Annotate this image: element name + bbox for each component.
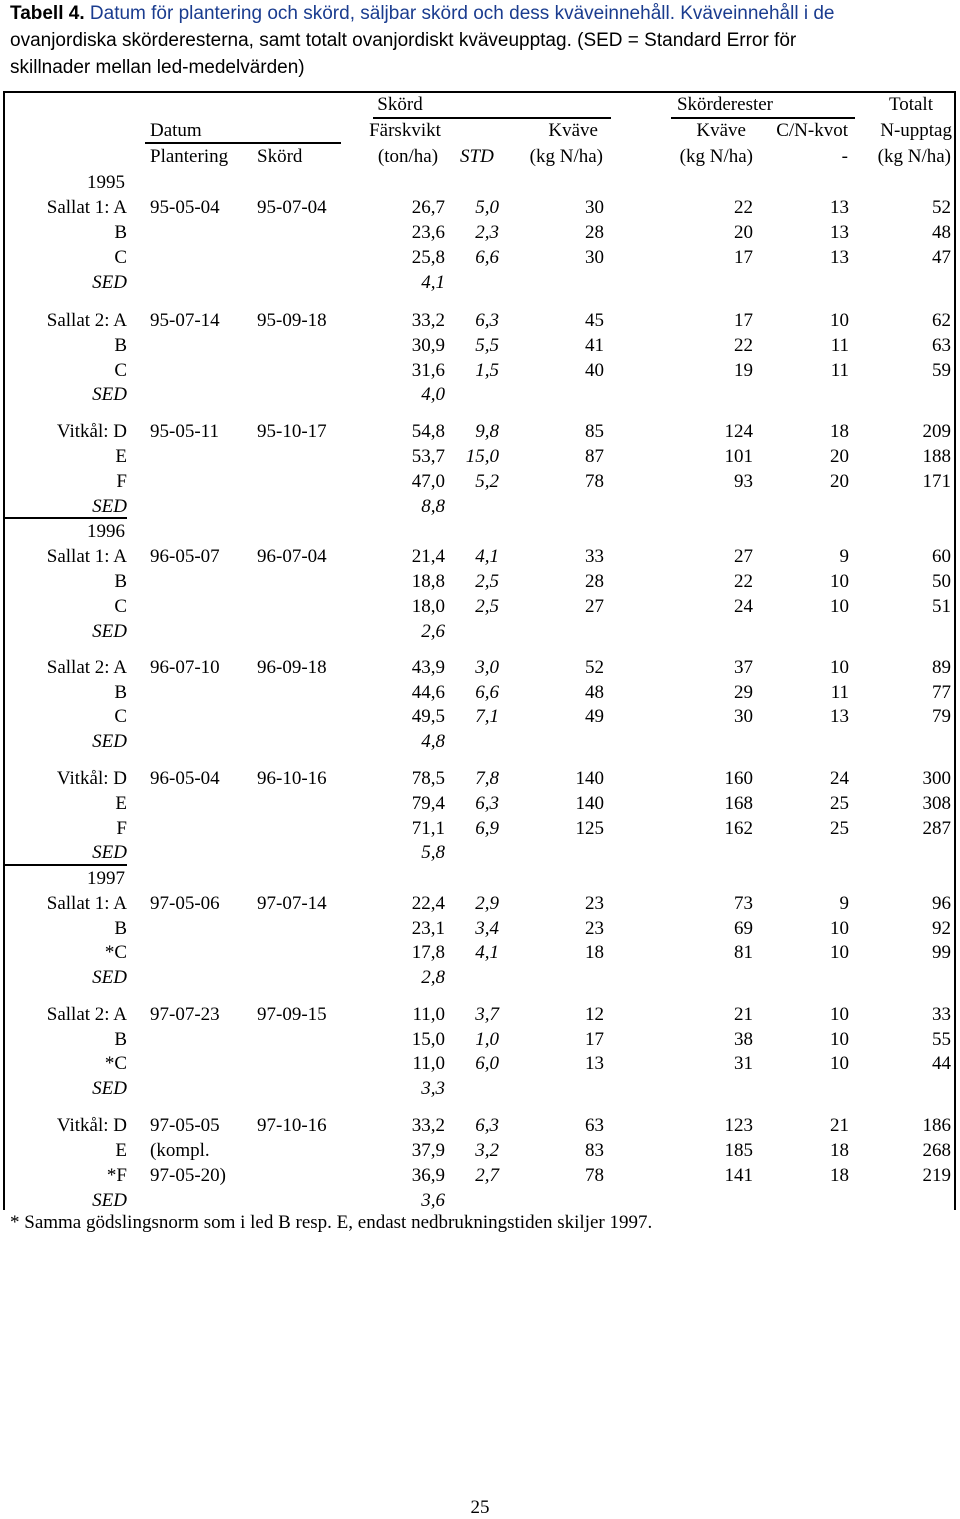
cell-cn: 24 [830, 768, 849, 789]
caption-line-1-text: Datum för plantering och skörd, säljbar skörd och dess kväveinnehåll. Kväveinnehåll i de [84, 3, 835, 24]
header-farskvikt: Färskvikt [369, 120, 441, 141]
cell-tot: 79 [932, 706, 951, 727]
cell-resn: 30 [734, 706, 753, 727]
cell-std: 6,6 [475, 682, 499, 703]
header-dash: - [841, 146, 848, 167]
cell-resn: 22 [734, 335, 753, 356]
row-label: *C [104, 942, 127, 963]
cell-resn: 69 [734, 918, 753, 939]
cell-std: 3,0 [475, 657, 499, 678]
cell-fresh: 33,2 [411, 1115, 445, 1136]
row-label: SED [92, 1078, 127, 1099]
cell-std: 2,9 [475, 893, 499, 914]
cell-resn: 101 [724, 446, 753, 467]
cell-n: 63 [585, 1115, 604, 1136]
cell-resn: 160 [724, 768, 753, 789]
cell-harv: 97-09-15 [257, 1004, 327, 1025]
cell-cn: 18 [830, 421, 849, 442]
table-footnote: * Samma gödslingsnorm som i led B resp. E, endast nedbrukningstiden skiljer 1997. [10, 1212, 653, 1233]
cell-std: 6,3 [475, 793, 499, 814]
header-plantering: Plantering [150, 146, 229, 167]
header-datum-rule [145, 142, 341, 144]
row-label: B [114, 571, 127, 592]
cell-tot: 186 [922, 1115, 951, 1136]
cell-resn: 38 [734, 1029, 753, 1050]
row-label: E [115, 793, 127, 814]
cell-tot: 47 [932, 247, 951, 268]
row-label: Sallat 1: A [46, 197, 127, 218]
cell-resn: 19 [734, 360, 753, 381]
cell-std: 3,2 [475, 1140, 499, 1161]
cell-fresh: 33,2 [411, 310, 445, 331]
cell-n: 85 [585, 421, 604, 442]
row-label: Sallat 1: A [46, 546, 127, 567]
cell-resn: 168 [724, 793, 753, 814]
cell-cn: 9 [839, 893, 849, 914]
header-kvave-1: Kväve [548, 120, 598, 141]
cell-fresh: 49,5 [411, 706, 445, 727]
header-kg-n-ha-1: (kg N/ha) [529, 146, 603, 167]
cell-n: 17 [585, 1029, 604, 1050]
cell-tot: 48 [932, 222, 951, 243]
row-label: Vitkål: D [56, 768, 127, 789]
cell-fresh: 36,9 [411, 1165, 445, 1186]
cell-harv: 95-10-17 [257, 421, 327, 442]
cell-n: 18 [585, 942, 604, 963]
header-std: STD [460, 146, 494, 167]
cell-plant: 95-05-11 [150, 421, 219, 442]
cell-tot: 96 [932, 893, 951, 914]
year-separator-rule [5, 517, 127, 519]
cell-std: 6,3 [475, 310, 499, 331]
cell-plant: 96-05-07 [150, 546, 220, 567]
row-label: SED [92, 272, 127, 293]
cell-n: 40 [585, 360, 604, 381]
cell-tot: 50 [932, 571, 951, 592]
caption-line-1 [10, 0, 950, 27]
cell-sed: 3,3 [421, 1078, 445, 1099]
cell-std: 7,8 [475, 768, 499, 789]
header-kg-n-ha-2: (kg N/ha) [679, 146, 753, 167]
cell-harv: 97-07-14 [257, 893, 327, 914]
row-label: *F [106, 1165, 127, 1186]
cell-std: 2,5 [475, 596, 499, 617]
row-label: F [116, 818, 127, 839]
cell-n: 28 [585, 571, 604, 592]
cell-n: 140 [575, 793, 604, 814]
row-label: SED [92, 842, 127, 863]
cell-std: 1,0 [475, 1029, 499, 1050]
cell-cn: 18 [830, 1140, 849, 1161]
cell-cn: 10 [830, 918, 849, 939]
cell-tot: 287 [922, 818, 951, 839]
cell-cn: 10 [830, 571, 849, 592]
cell-fresh: 31,6 [411, 360, 445, 381]
cell-resn: 81 [734, 942, 753, 963]
cell-fresh: 18,0 [411, 596, 445, 617]
cell-cn: 11 [830, 335, 849, 356]
cell-plant: 96-07-10 [150, 657, 220, 678]
row-label: Sallat 2: A [46, 657, 127, 678]
row-label: B [114, 1029, 127, 1050]
cell-cn: 20 [830, 471, 849, 492]
header-n-upptag: N-upptag [880, 120, 952, 141]
cell-fresh: 47,0 [411, 471, 445, 492]
cell-cn: 10 [830, 310, 849, 331]
cell-plant: (kompl. [150, 1140, 210, 1161]
header-datum-group: Datum [150, 120, 202, 141]
row-label: C [114, 706, 127, 727]
cell-n: 78 [585, 1165, 604, 1186]
cell-tot: 99 [932, 942, 951, 963]
cell-tot: 89 [932, 657, 951, 678]
cell-tot: 59 [932, 360, 951, 381]
row-label: SED [92, 384, 127, 405]
cell-tot: 92 [932, 918, 951, 939]
cell-cn: 25 [830, 793, 849, 814]
row-label: C [114, 596, 127, 617]
cell-n: 49 [585, 706, 604, 727]
cell-resn: 29 [734, 682, 753, 703]
cell-n: 41 [585, 335, 604, 356]
cell-resn: 162 [724, 818, 753, 839]
cell-plant: 97-05-20) [150, 1165, 226, 1186]
cell-tot: 209 [922, 421, 951, 442]
header-ton-ha: (ton/ha) [377, 146, 439, 167]
cell-harv: 95-07-04 [257, 197, 327, 218]
cell-resn: 124 [724, 421, 753, 442]
header-kg-n-ha-3: (kg N/ha) [877, 146, 951, 167]
row-label: SED [92, 967, 127, 988]
row-label: SED [92, 621, 127, 642]
cell-std: 3,7 [475, 1004, 499, 1025]
cell-tot: 300 [922, 768, 951, 789]
year-label: 1996 [87, 521, 125, 542]
cell-fresh: 71,1 [411, 818, 445, 839]
cell-tot: 188 [922, 446, 951, 467]
cell-cn: 10 [830, 657, 849, 678]
cell-tot: 55 [932, 1029, 951, 1050]
cell-sed: 5,8 [421, 842, 445, 863]
row-label: B [114, 918, 127, 939]
cell-resn: 37 [734, 657, 753, 678]
cell-fresh: 15,0 [411, 1029, 445, 1050]
cell-cn: 13 [830, 706, 849, 727]
cell-tot: 62 [932, 310, 951, 331]
cell-tot: 171 [922, 471, 951, 492]
table-caption [10, 0, 950, 81]
cell-fresh: 79,4 [411, 793, 445, 814]
row-label: F [116, 471, 127, 492]
cell-resn: 20 [734, 222, 753, 243]
header-skord-group: Skörd [377, 94, 423, 115]
cell-std: 3,4 [475, 918, 499, 939]
cell-resn: 17 [734, 247, 753, 268]
cell-n: 30 [585, 197, 604, 218]
year-label: 1997 [87, 868, 125, 889]
cell-cn: 10 [830, 1004, 849, 1025]
cell-cn: 10 [830, 1053, 849, 1074]
cell-cn: 13 [830, 197, 849, 218]
cell-harv: 95-09-18 [257, 310, 327, 331]
cell-resn: 24 [734, 596, 753, 617]
cell-tot: 63 [932, 335, 951, 356]
cell-fresh: 43,9 [411, 657, 445, 678]
cell-std: 4,1 [475, 546, 499, 567]
cell-sed: 3,6 [421, 1190, 445, 1211]
row-label: E [115, 1140, 127, 1161]
cell-std: 2,3 [475, 222, 499, 243]
cell-n: 12 [585, 1004, 604, 1025]
cell-resn: 22 [734, 197, 753, 218]
header-totalt-group: Totalt [888, 94, 933, 115]
cell-plant: 97-05-05 [150, 1115, 220, 1136]
cell-resn: 73 [734, 893, 753, 914]
cell-resn: 123 [724, 1115, 753, 1136]
row-label: *C [104, 1053, 127, 1074]
cell-fresh: 53,7 [411, 446, 445, 467]
cell-std: 6,6 [475, 247, 499, 268]
caption-line-2: ovanjordiska skörderesterna, samt totalt ovanjordiskt kväveupptag. (SED = Standard Error för [10, 30, 797, 51]
cell-std: 5,2 [475, 471, 499, 492]
cell-resn: 21 [734, 1004, 753, 1025]
row-label: Vitkål: D [56, 421, 127, 442]
cell-cn: 10 [830, 596, 849, 617]
cell-sed: 4,1 [421, 272, 445, 293]
cell-std: 1,5 [475, 360, 499, 381]
cell-plant: 95-07-14 [150, 310, 220, 331]
cell-cn: 10 [830, 942, 849, 963]
row-label: C [114, 360, 127, 381]
cell-n: 28 [585, 222, 604, 243]
cell-tot: 52 [932, 197, 951, 218]
cell-sed: 4,8 [421, 731, 445, 752]
cell-std: 2,5 [475, 571, 499, 592]
cell-harv: 97-10-16 [257, 1115, 327, 1136]
cell-plant: 97-07-23 [150, 1004, 220, 1025]
cell-cn: 20 [830, 446, 849, 467]
cell-n: 13 [585, 1053, 604, 1074]
cell-resn: 141 [724, 1165, 753, 1186]
row-label: SED [92, 496, 127, 517]
cell-std: 15,0 [465, 446, 499, 467]
cell-tot: 44 [932, 1053, 951, 1074]
cell-cn: 10 [830, 1029, 849, 1050]
row-label: Sallat 1: A [46, 893, 127, 914]
cell-tot: 77 [932, 682, 951, 703]
cell-n: 52 [585, 657, 604, 678]
cell-fresh: 22,4 [411, 893, 445, 914]
cell-tot: 51 [932, 596, 951, 617]
cell-n: 78 [585, 471, 604, 492]
cell-sed: 8,8 [421, 496, 445, 517]
cell-tot: 308 [922, 793, 951, 814]
row-label: C [114, 247, 127, 268]
cell-sed: 2,6 [421, 621, 445, 642]
cell-tot: 219 [922, 1165, 951, 1186]
cell-n: 48 [585, 682, 604, 703]
cell-fresh: 23,1 [411, 918, 445, 939]
cell-n: 140 [575, 768, 604, 789]
cell-n: 27 [585, 596, 604, 617]
cell-cn: 21 [830, 1115, 849, 1136]
cell-cn: 9 [839, 546, 849, 567]
row-label: SED [92, 1190, 127, 1211]
row-label: B [114, 682, 127, 703]
cell-tot: 33 [932, 1004, 951, 1025]
year-label: 1995 [87, 172, 125, 193]
cell-fresh: 17,8 [411, 942, 445, 963]
cell-fresh: 37,9 [411, 1140, 445, 1161]
row-label: Vitkål: D [56, 1115, 127, 1136]
cell-fresh: 54,8 [411, 421, 445, 442]
cell-cn: 11 [830, 682, 849, 703]
cell-resn: 27 [734, 546, 753, 567]
cell-cn: 13 [830, 222, 849, 243]
data-table [3, 91, 956, 1210]
cell-tot: 268 [922, 1140, 951, 1161]
cell-sed: 2,8 [421, 967, 445, 988]
cell-plant: 96-05-04 [150, 768, 220, 789]
year-separator-rule [5, 864, 127, 866]
cell-std: 5,5 [475, 335, 499, 356]
row-label: Sallat 2: A [46, 1004, 127, 1025]
cell-n: 23 [585, 918, 604, 939]
cell-resn: 22 [734, 571, 753, 592]
cell-fresh: 21,4 [411, 546, 445, 567]
row-label: B [114, 222, 127, 243]
cell-plant: 97-05-06 [150, 893, 220, 914]
cell-fresh: 30,9 [411, 335, 445, 356]
cell-resn: 31 [734, 1053, 753, 1074]
caption-line-3: skillnader mellan led-medelvärden) [10, 57, 305, 78]
cell-resn: 17 [734, 310, 753, 331]
cell-harv: 96-07-04 [257, 546, 327, 567]
cell-plant: 95-05-04 [150, 197, 220, 218]
row-label: Sallat 2: A [46, 310, 127, 331]
cell-resn: 93 [734, 471, 753, 492]
cell-std: 7,1 [475, 706, 499, 727]
cell-tot: 60 [932, 546, 951, 567]
row-label: E [115, 446, 127, 467]
cell-std: 9,8 [475, 421, 499, 442]
cell-cn: 11 [830, 360, 849, 381]
cell-std: 6,3 [475, 1115, 499, 1136]
cell-std: 6,9 [475, 818, 499, 839]
cell-std: 6,0 [475, 1053, 499, 1074]
cell-n: 87 [585, 446, 604, 467]
cell-std: 5,0 [475, 197, 499, 218]
cell-cn: 25 [830, 818, 849, 839]
header-skord: Skörd [257, 146, 303, 167]
cell-fresh: 78,5 [411, 768, 445, 789]
header-kvave-2: Kväve [696, 120, 746, 141]
cell-cn: 13 [830, 247, 849, 268]
cell-sed: 4,0 [421, 384, 445, 405]
row-label: SED [92, 731, 127, 752]
page-number: 25 [470, 1497, 490, 1518]
cell-fresh: 11,0 [412, 1004, 445, 1025]
cell-n: 33 [585, 546, 604, 567]
cell-fresh: 26,7 [411, 197, 445, 218]
cell-fresh: 18,8 [411, 571, 445, 592]
cell-n: 125 [575, 818, 604, 839]
cell-fresh: 44,6 [411, 682, 445, 703]
cell-fresh: 25,8 [411, 247, 445, 268]
cell-harv: 96-10-16 [257, 768, 327, 789]
cell-resn: 185 [724, 1140, 753, 1161]
cell-n: 83 [585, 1140, 604, 1161]
caption-label: Tabell 4. [10, 3, 85, 24]
cell-fresh: 23,6 [411, 222, 445, 243]
cell-std: 4,1 [475, 942, 499, 963]
cell-n: 45 [585, 310, 604, 331]
cell-n: 30 [585, 247, 604, 268]
cell-n: 23 [585, 893, 604, 914]
header-cn-kvot: C/N-kvot [776, 120, 848, 141]
cell-cn: 18 [830, 1165, 849, 1186]
cell-harv: 96-09-18 [257, 657, 327, 678]
row-label: B [114, 335, 127, 356]
header-skorderester-group: Skörderester [676, 94, 774, 115]
cell-std: 2,7 [475, 1165, 499, 1186]
cell-fresh: 11,0 [412, 1053, 445, 1074]
